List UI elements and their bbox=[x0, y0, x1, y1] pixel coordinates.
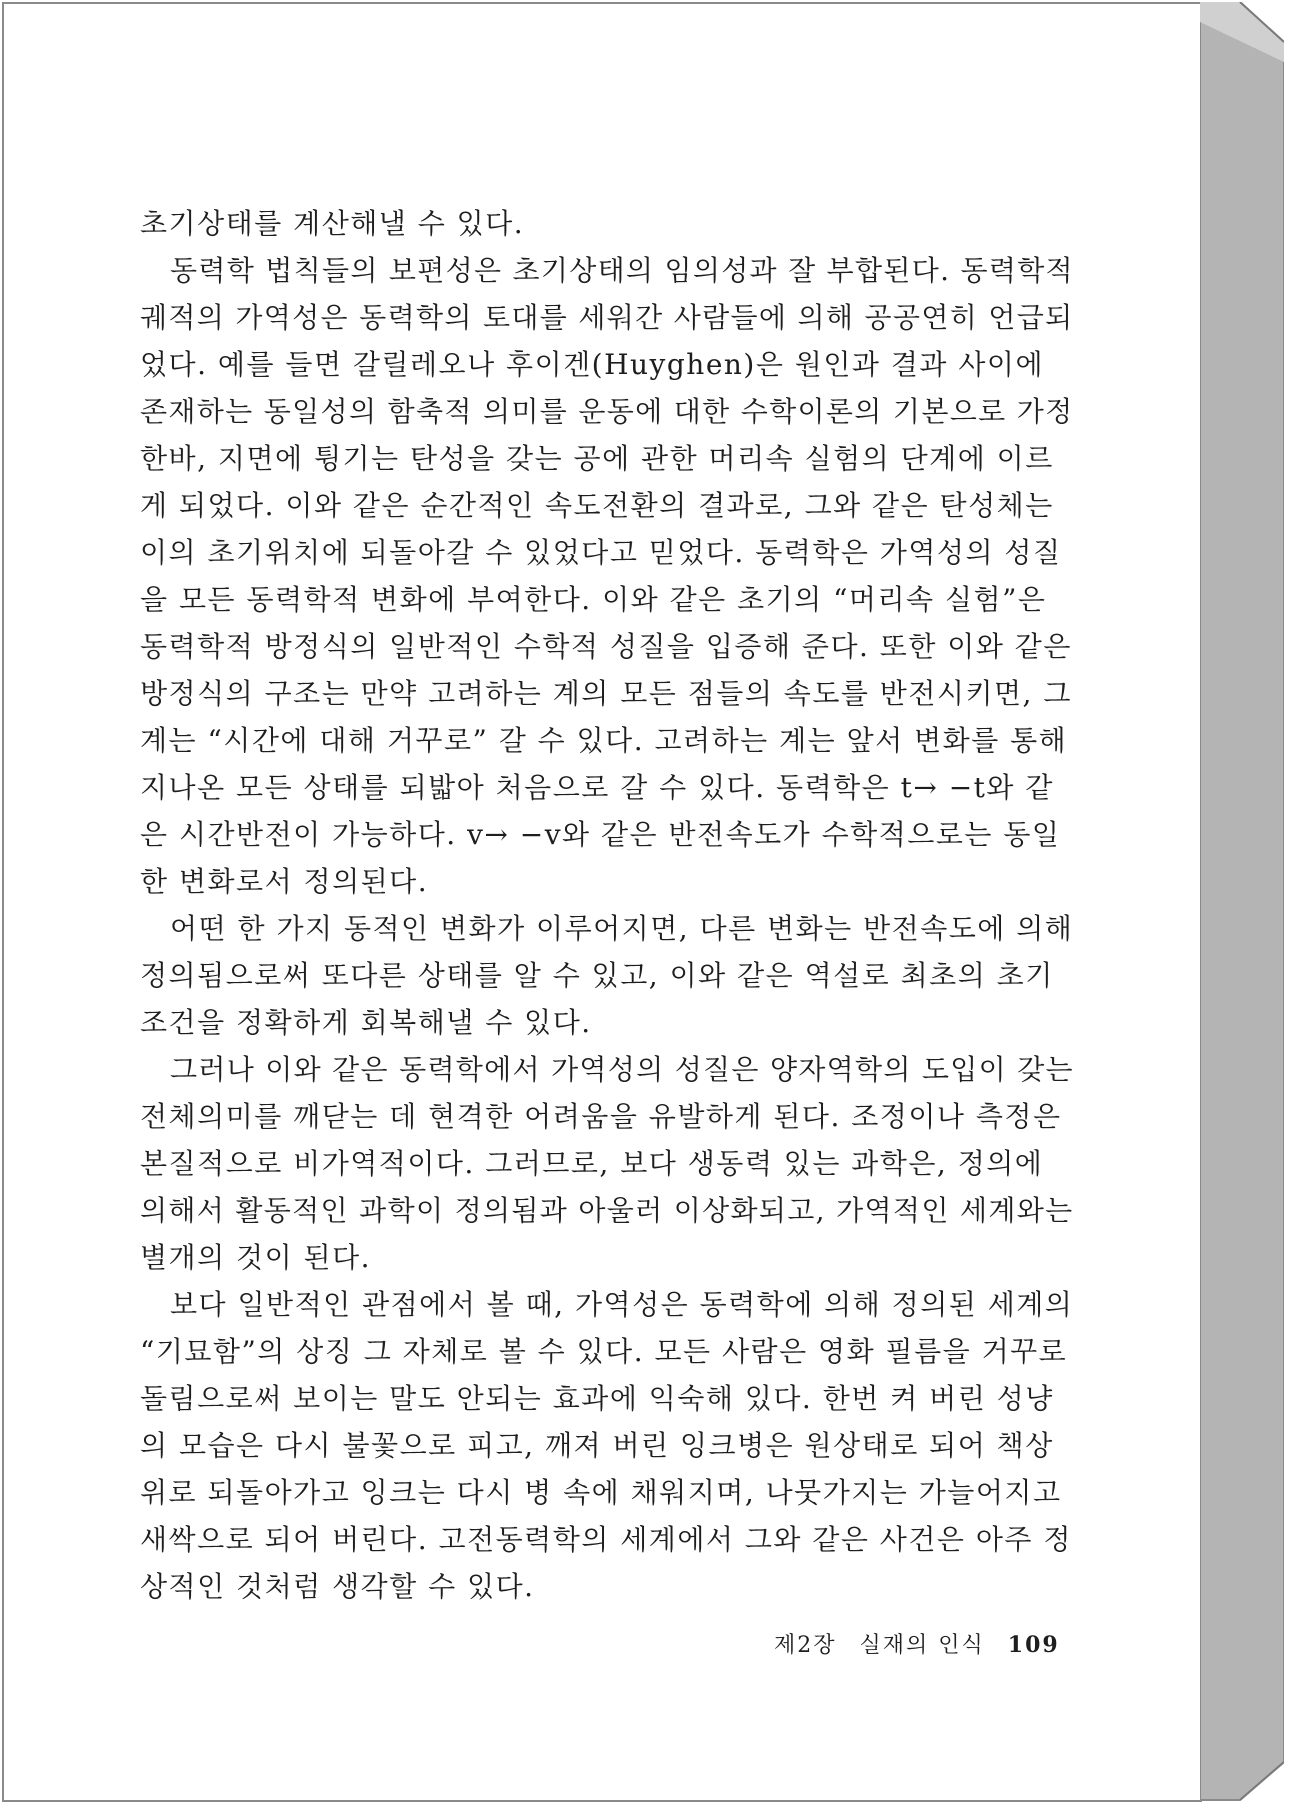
running-footer bbox=[774, 1628, 1060, 1659]
text-line: 본질적으로 비가역적이다. 그러므로, 보다 생동력 있는 과학은, 정의에 bbox=[140, 1147, 1044, 1180]
text-line: 계는 “시간에 대해 거꾸로” 갈 수 있다. 고려하는 계는 앞서 변화를 통해 bbox=[140, 724, 1068, 757]
text-line: 존재하는 동일성의 함축적 의미를 운동에 대한 수학이론의 기본으로 가정 bbox=[140, 395, 1074, 428]
text-line: 돌림으로써 보이는 말도 안되는 효과에 익숙해 있다. 한번 켜 버린 성냥 bbox=[140, 1382, 1054, 1415]
text-line: 새싹으로 되어 버린다. 고전동력학의 세계에서 그와 같은 사건은 아주 정 bbox=[140, 1523, 1072, 1556]
footer-title: 실재의 인식 bbox=[859, 1633, 985, 1658]
text-line: 이의 초기위치에 되돌아갈 수 있었다고 믿었다. 동력학은 가역성의 성질 bbox=[140, 536, 1062, 569]
paragraph bbox=[140, 247, 1074, 905]
text-line: 별개의 것이 된다. bbox=[140, 1241, 372, 1274]
text-line: 상적인 것처럼 생각할 수 있다. bbox=[140, 1570, 535, 1603]
text-line: 어떤 한 가지 동적인 변화가 이루어지면, 다른 변화는 반전속도에 의해 bbox=[170, 912, 1074, 945]
text-line: 었다. 예를 들면 갈릴레오나 후이겐(Huyghen)은 원인과 결과 사이에 bbox=[140, 348, 1044, 381]
text-line: 조건을 정확하게 회복해낼 수 있다. bbox=[140, 1006, 592, 1039]
text-line: 전체의미를 깨닫는 데 현격한 어려움을 유발하게 된다. 조정이나 측정은 bbox=[140, 1100, 1062, 1133]
paragraph bbox=[140, 1046, 1074, 1281]
text-line: 방정식의 구조는 만약 고려하는 계의 모든 점들의 속도를 반전시키면, 그 bbox=[140, 677, 1072, 710]
text-line: 초기상태를 계산해낼 수 있다. bbox=[140, 207, 525, 240]
text-line: 보다 일반적인 관점에서 볼 때, 가역성은 동력학에 의해 정의된 세계의 bbox=[170, 1288, 1074, 1321]
text-line: 정의됨으로써 또다른 상태를 알 수 있고, 이와 같은 역설로 최초의 초기 bbox=[140, 959, 1054, 992]
text-line: 을 모든 동력학적 변화에 부여한다. 이와 같은 초기의 “머리속 실험”은 bbox=[140, 583, 1047, 616]
footer-chapter: 제2장 bbox=[774, 1633, 837, 1658]
text-line: 은 시간반전이 가능하다. v→ −v와 같은 반전속도가 수학적으로는 동일 bbox=[140, 818, 1061, 851]
page-number: 109 bbox=[1007, 1632, 1060, 1658]
text-line: 한바, 지면에 튕기는 탄성을 갖는 공에 관한 머리속 실험의 단계에 이르 bbox=[140, 442, 1054, 475]
text-line: 동력학 법칙들의 보편성은 초기상태의 임의성과 잘 부합된다. 동력학적 bbox=[170, 254, 1074, 287]
text-line: 의해서 활동적인 과학이 정의됨과 아울러 이상화되고, 가역적인 세계와는 bbox=[140, 1194, 1074, 1227]
paragraph bbox=[140, 200, 1074, 247]
book-page bbox=[2, 2, 1202, 1802]
text-line: 위로 되돌아가고 잉크는 다시 병 속에 채워지며, 나뭇가지는 가늘어지고 bbox=[140, 1476, 1062, 1509]
paragraph bbox=[140, 905, 1074, 1046]
text-line: 동력학적 방정식의 일반적인 수학적 성질을 입증해 준다. 또한 이와 같은 bbox=[140, 630, 1072, 663]
paragraph bbox=[140, 1281, 1074, 1610]
text-line: 지나온 모든 상태를 되밟아 처음으로 갈 수 있다. 동력학은 t→ −t와 같 bbox=[140, 771, 1054, 804]
text-line: 한 변화로서 정의된다. bbox=[140, 865, 429, 898]
text-line: 게 되었다. 이와 같은 순간적인 속도전환의 결과로, 그와 같은 탄성체는 bbox=[140, 489, 1054, 522]
text-line: 의 모습은 다시 불꽃으로 피고, 깨져 버린 잉크병은 원상태로 되어 책상 bbox=[140, 1429, 1054, 1462]
page-edge-shadow bbox=[1200, 2, 1284, 1802]
body-text bbox=[140, 200, 1074, 1610]
text-line: “기묘함”의 상징 그 자체로 볼 수 있다. 모든 사람은 영화 필름을 거꾸로 bbox=[140, 1335, 1068, 1368]
text-line: 궤적의 가역성은 동력학의 토대를 세워간 사람들에 의해 공공연히 언급되 bbox=[140, 301, 1074, 334]
text-line: 그러나 이와 같은 동력학에서 가역성의 성질은 양자역학의 도입이 갖는 bbox=[170, 1053, 1074, 1086]
